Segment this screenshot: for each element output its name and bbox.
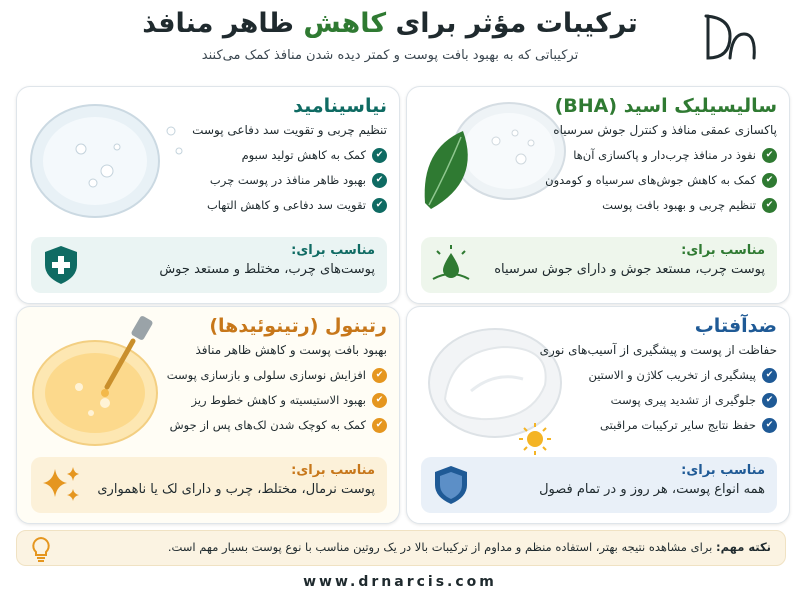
list-item (557, 193, 777, 218)
list-item (167, 143, 387, 168)
suitable-text: همه انواع پوست، هر روز و در تمام فصول (539, 482, 765, 497)
list-item (167, 168, 387, 193)
suitable-label: مناسب برای: (681, 243, 765, 258)
check-icon: ✔ (372, 173, 387, 188)
card-title: ضدآفتاب (694, 315, 777, 337)
list-item-text: تقویت سد دفاعی و کاهش التهاب (206, 198, 366, 212)
suitable-for-box (31, 457, 387, 513)
suitable-text: پوست نرمال، مختلط، چرب و دارای لک یا ناهمواری (97, 482, 375, 497)
list-item (167, 388, 387, 413)
title-part-2: ظاهر منافذ (142, 8, 294, 39)
card-niacinamide (16, 86, 400, 304)
suitable-label: مناسب برای: (291, 463, 375, 478)
suitable-label: مناسب برای: (681, 463, 765, 478)
shield-icon (429, 463, 473, 507)
list-item-text: کمک به کاهش تولید سبوم (241, 148, 366, 162)
check-icon: ✔ (762, 198, 777, 213)
list-item (167, 413, 387, 438)
list-item-text: کمک به کاهش جوش‌های سرسیاه و کومدون (545, 173, 756, 187)
list-item-text: جلوگیری از تشدید پیری پوست (610, 393, 756, 407)
list-item-text: پیشگیری از تخریب کلاژن و الاستین (588, 368, 756, 382)
title-part-1: ترکیبات مؤثر برای (395, 8, 638, 39)
benefit-list (545, 143, 777, 218)
page-title (130, 8, 650, 39)
suitable-text: پوست چرب، مستعد جوش و دارای جوش سرسیاه (494, 262, 765, 277)
card-title: نیاسینامید (293, 95, 387, 117)
suitable-for-box (31, 237, 387, 293)
check-icon: ✔ (372, 198, 387, 213)
list-item-text: بهبود الاستیسیته و کاهش خطوط ریز (191, 393, 366, 407)
title-highlight: کاهش (303, 8, 387, 39)
list-item (545, 168, 777, 193)
list-item (557, 413, 777, 438)
list-item-text: حفظ نتایج سایر ترکیبات مراقبتی (600, 418, 756, 432)
check-icon: ✔ (762, 418, 777, 433)
serum-dish-illustration (21, 91, 191, 241)
note-label: نکته مهم: (715, 540, 771, 554)
card-retinol (16, 306, 400, 524)
list-item-text: نفوذ در منافذ چرب‌دار و پاکسازی آن‌ها (573, 148, 756, 162)
shield-plus-icon (39, 243, 83, 287)
list-item (557, 363, 777, 388)
note-body: برای مشاهده نتیجه بهتر، استفاده منظم و مداوم از ترکیبات بالا در یک روتین مناسب با نوع پوست بسیار مهم است. (167, 540, 713, 554)
suitable-for-box (421, 457, 777, 513)
sparkle-icon (39, 463, 83, 507)
card-sunscreen (406, 306, 790, 524)
suitable-text: پوست‌های چرب، مختلط و مستعد جوش (159, 262, 375, 277)
list-item-text: بهبود ظاهر منافذ در پوست چرب (209, 173, 366, 187)
list-item (557, 388, 777, 413)
list-item-text: افزایش نوسازی سلولی و بازسازی پوست (166, 368, 366, 382)
card-subtitle: بهبود بافت پوست و کاهش ظاهر منافذ (195, 343, 387, 357)
list-item (167, 363, 387, 388)
check-icon: ✔ (762, 148, 777, 163)
important-note (16, 530, 786, 566)
list-item (167, 193, 387, 218)
page-subtitle: ترکیباتی که به بهبود بافت پوست و کمتر دیده شدن منافذ کمک می‌کنند (201, 48, 579, 63)
list-item-text: تنظیم چربی و بهبود بافت پوست (602, 198, 756, 212)
website-url: www.drnarcis.com (303, 574, 497, 590)
benefit-list (167, 143, 387, 218)
check-icon: ✔ (762, 173, 777, 188)
check-icon: ✔ (372, 418, 387, 433)
retinol-serum-dropper-illustration (21, 311, 191, 461)
header (0, 0, 800, 78)
dr-narcis-logo (700, 8, 762, 70)
list-item (557, 143, 777, 168)
card-salicylic-acid (406, 86, 790, 304)
check-icon: ✔ (372, 393, 387, 408)
card-title: سالیسیلیک اسید (BHA) (554, 95, 777, 117)
check-icon: ✔ (372, 368, 387, 383)
check-icon: ✔ (762, 368, 777, 383)
list-item-text: کمک به کوچک شدن لک‌های پس از جوش (169, 418, 366, 432)
benefit-list (167, 363, 387, 438)
sunscreen-cream-illustration (411, 311, 581, 461)
pore-drop-icon (429, 243, 473, 287)
card-title: رتینول (رتینوئیدها) (209, 315, 387, 337)
check-icon: ✔ (372, 148, 387, 163)
suitable-label: مناسب برای: (291, 243, 375, 258)
card-subtitle: حفاظت از پوست و پیشگیری از آسیب‌های نوری (539, 343, 777, 357)
note-text (67, 540, 771, 554)
lightbulb-icon (27, 535, 55, 563)
suitable-for-box (421, 237, 777, 293)
check-icon: ✔ (762, 393, 777, 408)
card-subtitle: تنظیم چربی و تقویت سد دفاعی پوست (192, 123, 387, 137)
card-subtitle: پاکسازی عمقی منافذ و کنترل جوش سرسیاه (553, 123, 777, 137)
benefit-list (557, 363, 777, 438)
